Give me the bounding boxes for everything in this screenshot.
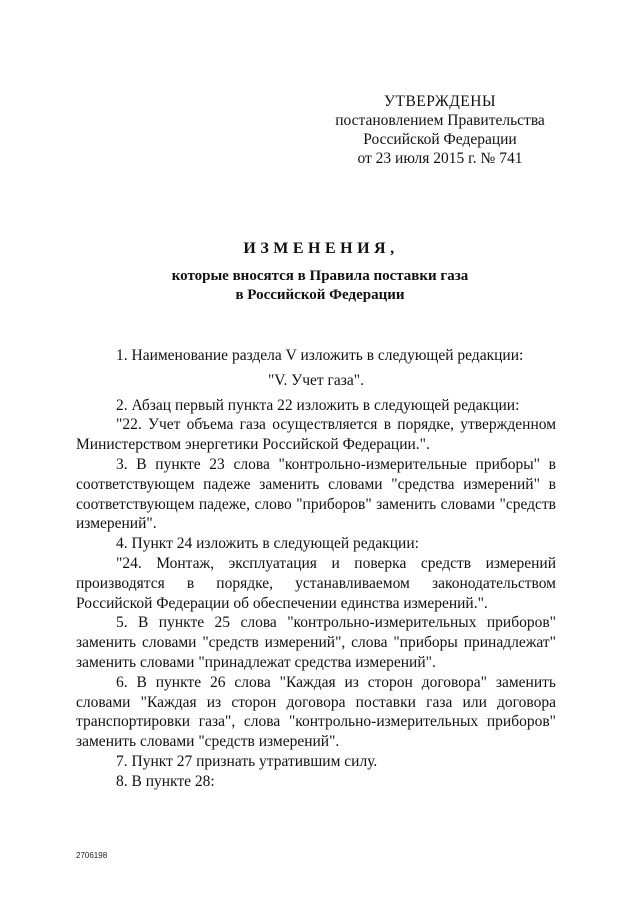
paragraph-quote-1: "V. Учет газа". (267, 371, 364, 389)
approval-stamp (330, 92, 550, 168)
approval-date: от 23 июля 2015 г. № (357, 150, 496, 167)
approval-number: 741 (499, 150, 523, 167)
document-subtitle (0, 267, 640, 305)
paragraph-quote-4: "24. Монтаж, эксплуатация и поверка средств измерений производятся в порядке, устанавливаемом законодательством Российской Федерации об обеспечении единства измерений.". (76, 554, 556, 612)
paragraph-item-6: 6. В пункте 26 слова "Каждая из сторон договора" заменить словами "Каждая из сторон договора поставки газа или договора транспортировки газа", слова "контрольно-измерительных приборов" заменить словами "средств измерений". (76, 673, 556, 751)
paragraph-item-7: 7. Пункт 27 признать утратившим силу. (116, 752, 378, 770)
document-title-block (0, 240, 640, 305)
document-code: 2706198 (76, 851, 108, 860)
approval-heading: УТВЕРЖДЕНЫ (384, 93, 496, 110)
document-title: ИЗМЕНЕНИЯ, (243, 240, 399, 257)
approval-country: Российской Федерации (363, 131, 517, 148)
paragraph-item-5: 5. В пункте 25 слова "контрольно-измерительных приборов" заменить словами "средств измерений", слова "приборы принадлежат" заменить словами "принадлежат средства измерений". (76, 614, 556, 671)
paragraph-item-1: 1. Наименование раздела V изложить в следующей редакции: (116, 347, 524, 364)
approval-date-line (330, 149, 550, 168)
paragraph-item-8: 8. В пункте 28: (116, 772, 215, 790)
subtitle-line-1: которые вносятся в Правила поставки газа (171, 268, 469, 284)
paragraph-item-2: 2. Абзац первый пункта 22 изложить в следующей редакции: (116, 396, 520, 414)
document-body (76, 346, 556, 792)
paragraph-item-3: 3. В пункте 23 слова "контрольно-измерительные приборы" в соответствующем падеже заменить словами "средства измерений" в соответствующем падеже, слово "приборов" заменить словами "средств измерений". (76, 455, 556, 533)
paragraph-quote-2: "22. Учет объема газа осуществляется в порядке, утвержденном Министерством энергетики Российской Федерации.". (76, 416, 556, 454)
approval-issuer: постановлением Правительства (335, 112, 545, 129)
paragraph-item-4: 4. Пункт 24 изложить в следующей редакции: (116, 535, 419, 553)
subtitle-line-2: в Российской Федерации (235, 287, 405, 303)
